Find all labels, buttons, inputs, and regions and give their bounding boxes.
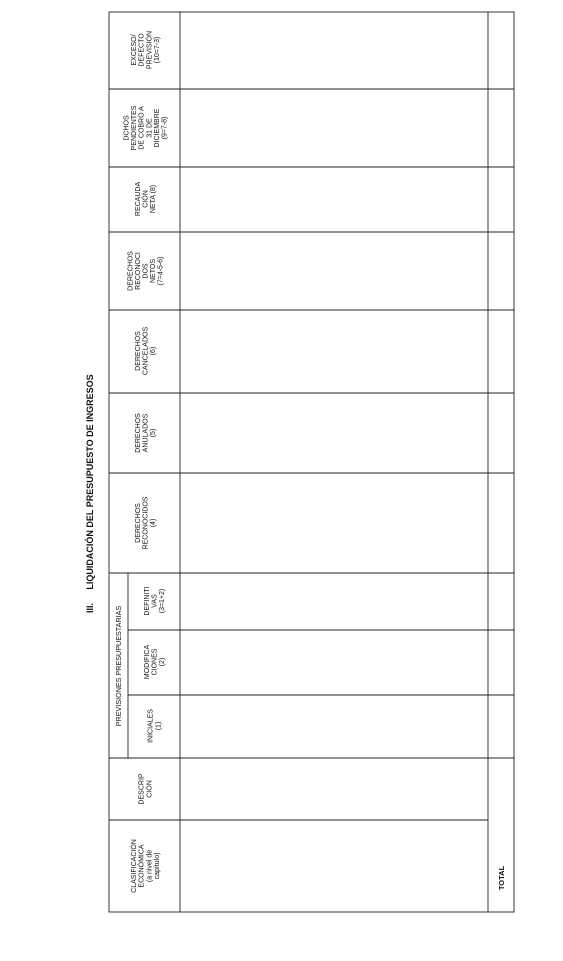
header-label-line: NETOS (150, 259, 158, 283)
header-label-line: DOS (142, 263, 150, 279)
header-label-line: DEFECTO (138, 33, 146, 67)
header-label-line: NETA (8) (150, 184, 158, 214)
header-recaudacion (135, 182, 157, 217)
header-label-line: DCHOS (123, 115, 131, 141)
header-label-line: RECONOCI (134, 252, 142, 290)
income-budget-table (109, 12, 514, 912)
header-label-line: (7=4-5-6) (157, 256, 165, 286)
header-label-line: capítulo) (153, 852, 161, 880)
section-number: III. (85, 602, 95, 614)
total-label: TOTAL (497, 865, 506, 891)
header-label-line: DE COBRO A (138, 106, 146, 150)
header-label-line: (a nivel de (146, 849, 154, 883)
header-label-line: (1) (155, 721, 163, 731)
header-reconocidos-netos (127, 251, 164, 291)
header-iniciales (148, 709, 163, 743)
header-label-line: VAS (151, 594, 159, 608)
header-label-line: RECONOCIDOS (142, 496, 150, 550)
header-cancelados (135, 327, 157, 376)
header-group-previsiones (114, 606, 123, 727)
header-label-line: DESCRIP (138, 773, 146, 805)
header-label-line: ECONÓMICA (138, 844, 146, 888)
header-label-line: DERECHOS (134, 413, 142, 453)
header-label-line: DEFINITI (143, 586, 151, 616)
header-label-line: (5) (150, 428, 158, 438)
header-label-line: CIONES (151, 648, 159, 676)
header-label-line: PREVISIÓN (146, 30, 154, 70)
header-label-line: (9=7-8) (161, 116, 169, 140)
header-label-line: (3=1+2) (159, 588, 167, 614)
header-anulados (135, 413, 157, 453)
header-label-line: PENDIENTES (131, 105, 139, 151)
header-label-line: CANCELADOS (142, 326, 150, 376)
header-label-line: (6) (150, 346, 158, 356)
header-reconocidos (135, 496, 157, 549)
header-label-line: RECAUDA (134, 181, 142, 217)
document-title: LIQUIDACIÓN DEL PRESUPUESTO DE INGRESOS (85, 374, 95, 590)
header-descripcion (139, 773, 154, 804)
header-exceso (131, 31, 161, 69)
header-label-line: CLASIFICACIÓN (131, 839, 139, 893)
header-label-line: EXCESO/ (131, 34, 139, 66)
header-label-line: DICIEMBRE (153, 108, 161, 148)
header-label-line: (4) (150, 518, 158, 528)
header-clasificacion (129, 839, 161, 893)
header-label-line: MODIFICA (143, 644, 151, 680)
header-label-line: INICIALES (147, 709, 155, 743)
header-modificaciones (144, 645, 166, 680)
header-label-line: ANULADOS (142, 413, 150, 453)
header-pendientes (124, 105, 169, 150)
header-label-line: CIÓN (146, 780, 154, 798)
header-label-line: DERECHOS (134, 503, 142, 543)
header-label-line: 31 DE (146, 118, 154, 138)
group-header-label: PREVISIONES PRESUPUESTARIAS (114, 605, 123, 727)
header-label-line: (2) (159, 657, 167, 667)
header-label-line: DERECHOS (127, 251, 135, 291)
header-definitivas (144, 586, 166, 615)
header-label-line: (10=7-3) (153, 36, 161, 64)
header-label-line: DERECHOS (134, 331, 142, 371)
header-label-line: CIÓN (142, 190, 150, 208)
